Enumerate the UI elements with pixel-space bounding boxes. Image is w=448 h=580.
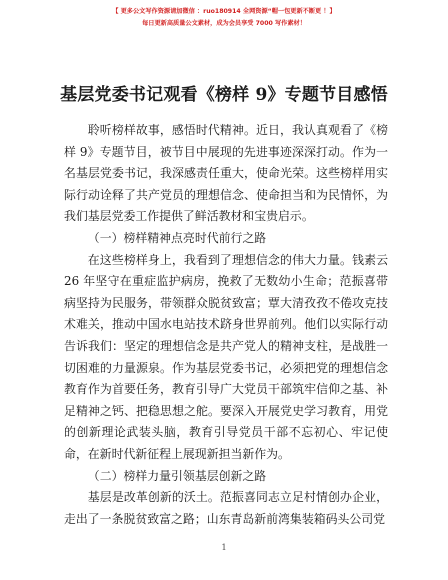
intro-paragraph: 聆听榜样故事，感悟时代精神。近日，我认真观看了《榜样 9》专题节目，被节目中展现的先进事迹深深打动。作为一名基层党委书记，我深感责任重大，使命光荣。这些榜样用实际行动诠释了共产党员的理想信念、使命担当和为民情怀，为我们基层党委工作提供了鲜活教材和宝贵启示。 — [64, 123, 388, 224]
section-1-heading: （一）榜样精神点亮时代前行之路 — [87, 230, 267, 245]
promo-banner-line1: 【 更多公文写作资源请加微信 ：ruo180914 全网资源“帽一包更新不断更 ！】 — [112, 8, 336, 15]
section-2-heading: （二）榜样力量引领基层创新之路 — [87, 468, 267, 483]
promo-banner-line2: 每日更新高质量公文素材，成为会员享受 7000 写作素材！ — [142, 20, 306, 27]
section-2-paragraph: 基层是改革创新的沃土。范振喜同志立足村情创办企业，走出了一条脱贫致富之路；山东青岛新前湾集装箱码头公司党 — [64, 490, 388, 526]
document-title: 基层党委书记观看《榜样 9》专题节目感悟 — [60, 85, 388, 105]
page-number: 1 — [221, 543, 227, 552]
section-1-paragraph: 在这些榜样身上，我看到了理想信念的伟大力量。钱素云 26 年坚守在重症监护病房，挽救了无数幼小生命；范振喜带病坚持为民服务，带领群众脱贫致富；覃大清孜孜不倦攻克技术难关，推动中国水电站技术跻身世界前列。他们以实际行动告诉我们：坚定的理想信念是共产党人的精神支柱，是战胜一切困难的力量源泉。作为基层党委书记，必须把党的理想信念教育作为首要任务，教育引导广大党员干部筑牢信仰之基、补足精神之钙、把稳思想之舵。要深入开展党史学习教育，用党的创新理论武装头脑，教育引导党员干部不忘初心、牢记使命，在新时代新征程上展现新担当新作为。 — [64, 252, 388, 461]
document-body — [64, 120, 388, 530]
promo-banner — [0, 6, 448, 30]
